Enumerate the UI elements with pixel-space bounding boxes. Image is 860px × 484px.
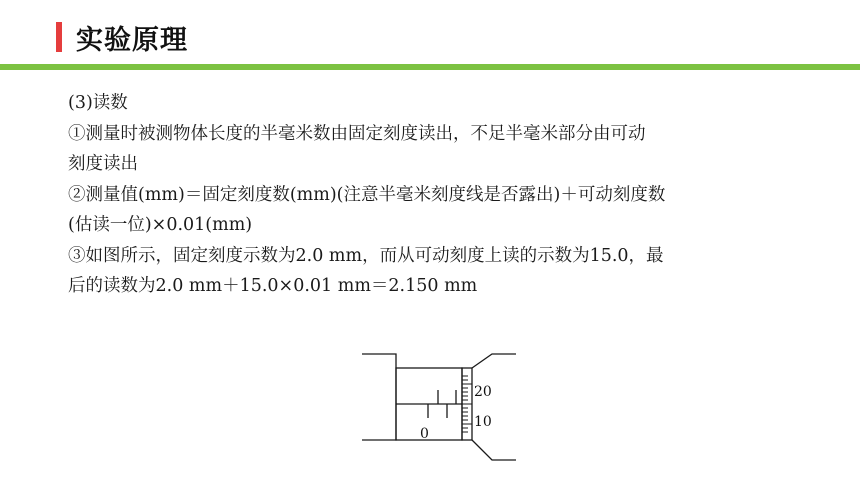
section-heading: (3)读数 <box>68 93 128 113</box>
item3-line2: 后的读数为2.0 mm＋15.0×0.01 mm＝2.150 mm <box>68 276 478 296</box>
item3-line1: ③如图所示，固定刻度示数为2.0 mm，而从可动刻度上读的示数为15.0，最 <box>68 245 664 266</box>
title-accent-bar <box>56 22 62 52</box>
thimble-flare-bottom <box>472 440 516 460</box>
sleeve-zero-label: 0 <box>420 426 429 442</box>
item2-line2: (估读一位)×0.01(mm) <box>68 215 253 235</box>
micrometer-diagram <box>358 352 528 468</box>
item1-line1: ①测量时被测物体长度的半毫米数由固定刻度读出，不足半毫米部分由可动 <box>68 123 646 144</box>
thimble-label-10: 10 <box>474 414 492 430</box>
micrometer-figure <box>358 352 528 468</box>
title-divider <box>0 64 860 70</box>
slide-header <box>56 20 188 54</box>
frame-outline <box>362 354 396 440</box>
thimble-flare-top <box>472 354 516 368</box>
body-text <box>68 88 788 302</box>
item1-line2: 刻度读出 <box>68 154 138 174</box>
item2-line1: ②测量值(mm)＝固定刻度数(mm)(注意半毫米刻度线是否露出)＋可动刻度数 <box>68 184 666 205</box>
thimble-label-20: 20 <box>474 384 492 400</box>
slide-title: 实验原理 <box>76 24 188 56</box>
